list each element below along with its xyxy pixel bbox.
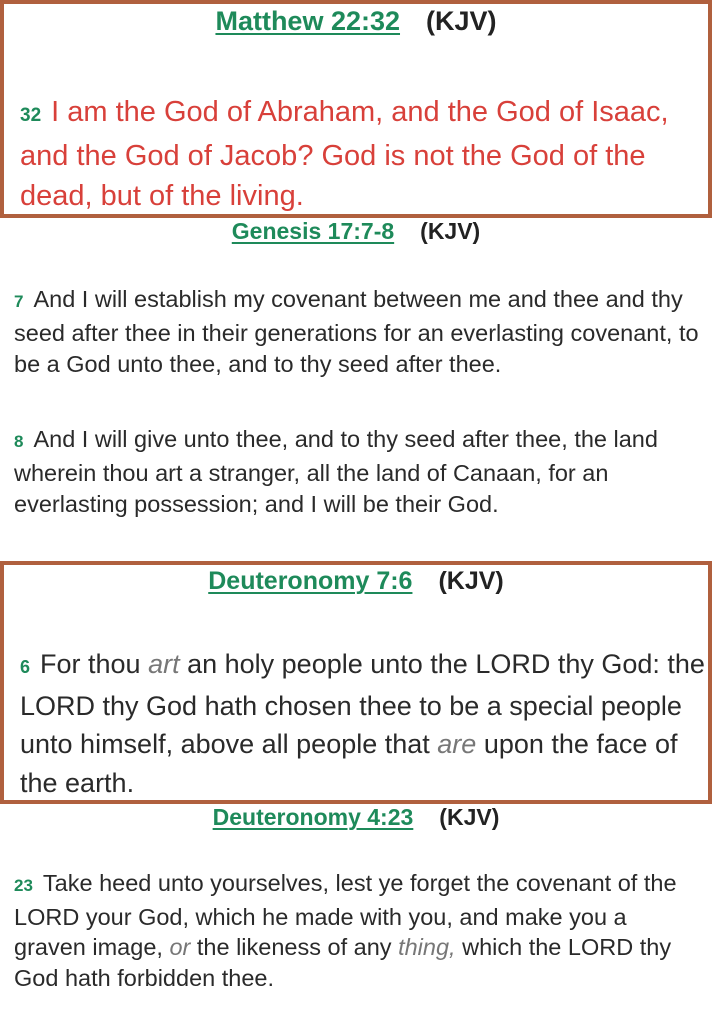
reference-link[interactable]: Genesis 17:7-8 — [231, 218, 395, 244]
italic-word: are — [437, 729, 477, 759]
passage-header — [0, 804, 712, 831]
version-label: (KJV) — [420, 218, 481, 244]
verse-text — [14, 868, 704, 993]
verse-text — [20, 645, 705, 802]
version-label: (KJV) — [438, 567, 504, 595]
passage-genesis-17-7-8 — [0, 218, 712, 563]
reference-link[interactable]: Matthew 22:32 — [215, 6, 401, 36]
verse-text — [14, 424, 704, 521]
verse-number: 7 — [14, 292, 24, 311]
italic-word: art — [148, 649, 180, 679]
passage-header — [4, 6, 708, 37]
verse-number: 32 — [20, 105, 42, 126]
verse-text — [20, 92, 700, 216]
version-label: (KJV) — [426, 6, 497, 36]
reference-link[interactable]: Deuteronomy 4:23 — [212, 804, 414, 830]
passage-deuteronomy-4-23 — [0, 804, 712, 1024]
reference-link[interactable]: Deuteronomy 7:6 — [208, 567, 413, 595]
verse-number: 6 — [20, 657, 31, 677]
italic-word: or — [169, 934, 191, 960]
verse-text-part: the likeness of any — [190, 934, 399, 960]
verse-text-part: which the LORD thy God hath forbidden thee. — [14, 934, 672, 991]
passage-header — [4, 567, 708, 596]
italic-word: thing, — [398, 934, 456, 960]
verse-text-part: I am the God of Abraham, and the God of Isaac, and the God of Jacob? God is not the God of the dead, but of the living. — [20, 96, 669, 212]
passage-header — [0, 218, 712, 245]
verse-number: 23 — [14, 876, 33, 895]
version-label: (KJV) — [439, 804, 500, 830]
passage-matthew-22-32 — [0, 0, 712, 218]
verse-text-part: For thou — [40, 649, 149, 679]
verse-number: 8 — [14, 432, 24, 451]
verse-text-part: Take heed unto yourselves, lest ye forget the covenant of the LORD your God, which he made with you, and make you a graven image, — [14, 870, 677, 960]
passage-deuteronomy-7-6 — [0, 561, 712, 804]
verse-text-part: And I will give unto thee, and to thy seed after thee, the land wherein thou art a stranger, all the land of Canaan, for an everlasting possession; and I will be their God. — [14, 426, 658, 517]
verse-text-part: And I will establish my covenant between me and thee and thy seed after thee in their generations for an everlasting covenant, to be a God unto thee, and to thy seed after thee. — [14, 286, 699, 377]
verse-text-part: an holy people unto the LORD thy God: the LORD thy God hath chosen thee to be a special people unto himself, above all people that — [20, 649, 705, 759]
verse-text-part: upon the face of the earth. — [20, 729, 678, 798]
verse-text — [14, 284, 704, 381]
